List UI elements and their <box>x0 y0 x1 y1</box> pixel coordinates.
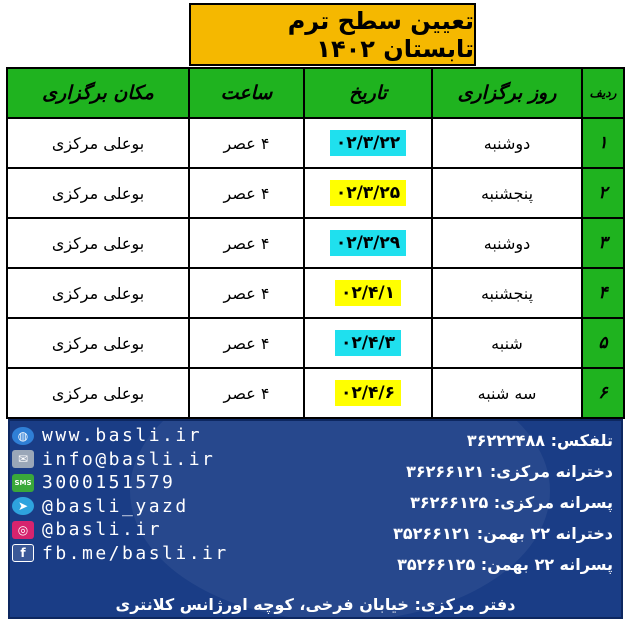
row-date: ۰۲/۴/۱ <box>335 280 401 306</box>
row-date: ۰۲/۳/۲۹ <box>330 230 406 256</box>
contact-item[interactable] <box>10 424 255 448</box>
globe-icon: ◍ <box>12 427 34 445</box>
instagram-icon: ◎ <box>12 521 34 539</box>
email-link[interactable]: info@basli.ir <box>42 448 216 470</box>
table-row <box>7 218 624 268</box>
contact-list <box>10 424 255 565</box>
phone-girls-central: دخترانه مرکزی: ۳۶۲۶۶۱۲۱ <box>406 462 613 481</box>
sms-icon: SMS <box>12 474 34 492</box>
row-number: ۳ <box>582 218 624 268</box>
row-number: ۴ <box>582 268 624 318</box>
row-day: پنجشنبه <box>432 168 582 218</box>
contact-footer <box>8 419 623 619</box>
mail-icon: ✉ <box>12 450 34 468</box>
row-time: ۴ عصر <box>189 168 304 218</box>
phone-girls-22bahman: دخترانه ۲۲ بهمن: ۳۵۲۶۶۱۲۱ <box>393 524 613 543</box>
header-day: روز برگزاری <box>432 68 582 118</box>
row-day: پنجشنبه <box>432 268 582 318</box>
row-date-cell <box>304 168 432 218</box>
table-row <box>7 168 624 218</box>
row-place: بوعلی مرکزی <box>7 168 189 218</box>
row-date: ۰۲/۴/۶ <box>335 380 401 406</box>
phone-boys-22bahman: پسرانه ۲۲ بهمن: ۳۵۲۶۶۱۲۵ <box>397 555 613 574</box>
row-time: ۴ عصر <box>189 218 304 268</box>
row-date-cell <box>304 218 432 268</box>
phone-list <box>283 425 613 580</box>
table-row <box>7 268 624 318</box>
table-header-row <box>7 68 624 118</box>
schedule-table <box>6 67 625 419</box>
row-day: دوشنبه <box>432 118 582 168</box>
row-place: بوعلی مرکزی <box>7 218 189 268</box>
page-title: تعیین سطح ترم تابستان ۱۴۰۲ <box>287 6 474 63</box>
row-date: ۰۲/۴/۳ <box>335 330 401 356</box>
telegram-icon: ➤ <box>12 497 34 515</box>
table-row <box>7 318 624 368</box>
contact-item[interactable] <box>10 448 255 472</box>
row-date-cell <box>304 368 432 418</box>
row-number: ۱ <box>582 118 624 168</box>
row-date: ۰۲/۳/۲۲ <box>330 130 406 156</box>
row-date: ۰۲/۳/۲۵ <box>330 180 406 206</box>
contact-item[interactable] <box>10 542 255 566</box>
table-row <box>7 118 624 168</box>
row-date-cell <box>304 268 432 318</box>
row-day: شنبه <box>432 318 582 368</box>
row-day: سه شنبه <box>432 368 582 418</box>
row-date-cell <box>304 118 432 168</box>
contact-item[interactable] <box>10 495 255 519</box>
phone-boys-central: پسرانه مرکزی: ۳۶۲۶۶۱۲۵ <box>410 493 613 512</box>
facebook-link[interactable]: fb.me/basli.ir <box>42 542 229 564</box>
row-number: ۵ <box>582 318 624 368</box>
title-banner <box>189 3 476 66</box>
header-place: مکان برگزاری <box>7 68 189 118</box>
facebook-icon: f <box>12 544 34 562</box>
telegram-link[interactable]: @basli_yazd <box>42 495 189 517</box>
row-date-cell <box>304 318 432 368</box>
website-link[interactable]: www.basli.ir <box>42 425 203 447</box>
office-address: دفتر مرکزی: خیابان فرخی، کوچه اورژانس کلانتری <box>115 595 516 614</box>
row-number: ۶ <box>582 368 624 418</box>
row-place: بوعلی مرکزی <box>7 318 189 368</box>
row-time: ۴ عصر <box>189 368 304 418</box>
row-time: ۴ عصر <box>189 268 304 318</box>
contact-item[interactable] <box>10 518 255 542</box>
phone-fax: تلفکس: ۳۶۲۲۲۴۸۸ <box>466 431 613 450</box>
row-number: ۲ <box>582 168 624 218</box>
header-radif: ردیف <box>582 68 624 118</box>
row-time: ۴ عصر <box>189 118 304 168</box>
header-time: ساعت <box>189 68 304 118</box>
row-place: بوعلی مرکزی <box>7 118 189 168</box>
row-place: بوعلی مرکزی <box>7 368 189 418</box>
contact-item[interactable] <box>10 471 255 495</box>
row-time: ۴ عصر <box>189 318 304 368</box>
instagram-link[interactable]: @basli.ir <box>42 519 163 541</box>
header-date: تاریخ <box>304 68 432 118</box>
sms-number[interactable]: 3000151579 <box>42 472 176 494</box>
row-place: بوعلی مرکزی <box>7 268 189 318</box>
row-day: دوشنبه <box>432 218 582 268</box>
table-row <box>7 368 624 418</box>
